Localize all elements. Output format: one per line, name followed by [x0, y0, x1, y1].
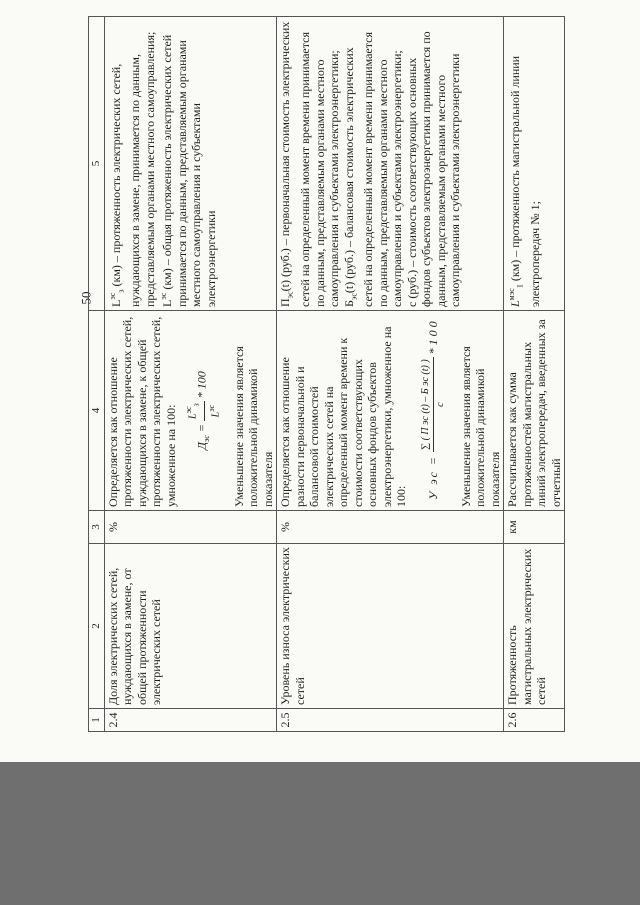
- formula-fraction: $L^{эс}_з$ $L^{эс}$: [184, 403, 222, 419]
- data-source: [504, 17, 565, 311]
- source-paragraph: с (руб.) – стоимость соответствующих основных фондов субъектов электроэнергетики принимается по данным, представляемым органами местного самоуправления и субъектами электроэнергетики: [404, 31, 463, 307]
- column-header-2: 2: [89, 544, 105, 709]
- rotated-table-frame: [88, 21, 563, 732]
- indicator-name: Уровень износа электрических сетей: [277, 544, 504, 709]
- source-paragraph: $П_{эс}(t)$ (руб.) – первоначальная стоимость электрических сетей на определенный момент времени принимается по данным, представляемым органами местного самоуправления и субъектами электроэнергетики;: [278, 21, 342, 307]
- unit: км: [504, 511, 565, 544]
- table-row: [104, 17, 277, 732]
- column-header-4: 4: [89, 311, 105, 511]
- formula-fraction: ∑ ( П эс (t) – Б эс (t) ) с: [419, 359, 447, 451]
- row-number: 2.5: [277, 709, 504, 732]
- unit: %: [104, 511, 277, 544]
- column-header-1: 1: [89, 709, 105, 732]
- indicator-name: Протяженность магистральных электрических сетей: [504, 544, 565, 709]
- calculation-method: [104, 311, 277, 511]
- column-header-3: 3: [89, 511, 105, 544]
- data-source: [104, 17, 277, 311]
- formula: $Д_{эс}$ = $L^{эс}_з$ $L^{эс}$ * 100: [182, 314, 224, 507]
- method-note: Уменьшение значения является положительной динамикой показателя: [458, 346, 502, 507]
- scanner-background: [0, 762, 640, 905]
- source-paragraph: $Б_{эс}(t)$ (руб.) – балансовая стоимость электрических сетей на определенный момент времени принимается по данным, представляемым органами местного самоуправления и субъектами электроэнергетики;: [341, 32, 405, 307]
- column-header-5: 5: [89, 17, 105, 311]
- source-paragraph: $L^{эс}_з$ (км) – протяженность электрических сетей, нуждающихся в замене, принимается по данным, представляемым органами местного самоуправления;: [107, 31, 157, 307]
- source-paragraph: $L^{эс}$ (км) – общая протяженность электрических сетей принимается по данным, представляемым органами местного самоуправления и субъектами электроэнергетики: [159, 34, 218, 307]
- unit: %: [277, 511, 504, 544]
- indicator-name: Доля электрических сетей, нуждающихся в замене, от общей протяженности электрических сетей: [104, 544, 277, 709]
- page-number: 50: [78, 291, 94, 305]
- data-source: [277, 17, 504, 311]
- calculation-method: Рассчитывается как сумма протяженностей магистральных линий электропередач, введенных за отчетный: [504, 311, 565, 511]
- calculation-method: [277, 311, 504, 511]
- method-note: Уменьшение значения является положительной динамикой показателя: [231, 346, 275, 507]
- method-text: Определяется как отношение разности первоначальной и балансовой стоимостей электрических сетей на определенный момент времени к стоимости соответствующих основных фондов субъектов электроэнергетики, умноженное на 100:: [278, 326, 409, 507]
- source-paragraph: $L^{мэс}_1$ (км) – протяженность магистральной линии электропередач № 1;: [507, 55, 543, 307]
- table-row: [277, 17, 504, 732]
- method-text: Определяется как отношение протяженности электрических сетей, нуждающихся в замене, к общей протяженности электрических сетей, умноженное на 100:: [105, 316, 178, 507]
- row-number: 2.4: [104, 709, 277, 732]
- table-header-row: [89, 17, 105, 732]
- row-number: 2.6: [504, 709, 565, 732]
- table-row: [504, 17, 565, 732]
- formula: У эс = ∑ ( П эс (t) – Б эс (t) ) с * 1 0 0: [419, 314, 449, 507]
- indicator-table: [88, 16, 565, 732]
